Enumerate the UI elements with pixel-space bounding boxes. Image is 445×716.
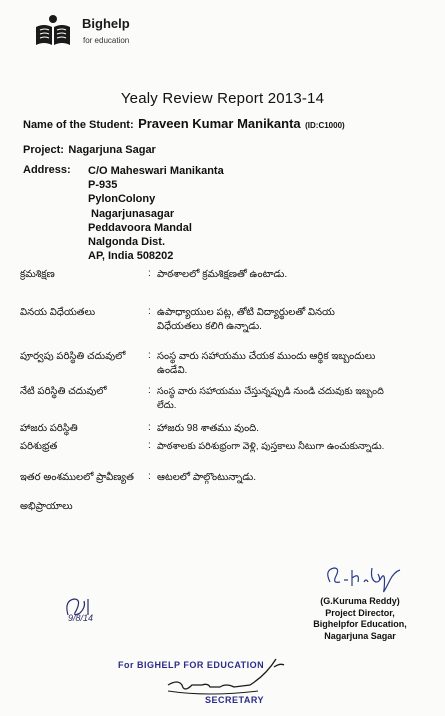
review-value-present-study bbox=[157, 385, 442, 413]
colon: : bbox=[148, 440, 151, 451]
review-value-discipline bbox=[157, 268, 437, 282]
colon: : bbox=[148, 385, 151, 396]
review-value-line: లేదు. bbox=[157, 400, 177, 411]
signatory-place: Nagarjuna Sagar bbox=[324, 630, 396, 641]
student-id: (ID:C1000) bbox=[305, 121, 345, 130]
project-line bbox=[23, 140, 156, 158]
review-value-line: ఉండేవి. bbox=[157, 365, 188, 376]
review-value-line: సంస్థ వారు సహాయము చేయక ముందు ఆర్థిక ఇబ్బందులు bbox=[157, 351, 376, 362]
student-line bbox=[23, 115, 345, 133]
stamp-line2: SECRETARY bbox=[205, 695, 265, 705]
review-label-past-study: పూర్వపు పరిస్థితి చదువులో bbox=[20, 351, 126, 362]
colon: : bbox=[148, 422, 151, 433]
colon: : bbox=[148, 350, 151, 361]
review-value-line: ఉపాధ్యాయుల పట్ల, తోటి విద్యార్థులతో వినయ bbox=[157, 307, 335, 318]
colon: : bbox=[148, 471, 151, 482]
colon: : bbox=[148, 268, 151, 279]
review-value-cleanliness bbox=[157, 440, 442, 454]
review-value-past-study bbox=[157, 350, 442, 378]
review-label-discipline: క్రమశిక్షణ bbox=[20, 269, 55, 280]
student-label: Name of the Student: bbox=[23, 119, 134, 131]
report-title: Yealy Review Report 2013-14 bbox=[120, 90, 325, 107]
address-line: Nagarjunasagar bbox=[91, 207, 175, 220]
address-line: Nalgonda Dist. bbox=[88, 236, 166, 249]
review-label-present-study: నేటి పరిస్థితి చదువులో bbox=[20, 386, 107, 397]
project-label: Project: bbox=[23, 144, 64, 156]
colon: : bbox=[148, 306, 151, 317]
review-label-proficiency: ఇతర అంశములలో ప్రావీణ్యత bbox=[20, 472, 134, 483]
logo bbox=[33, 14, 73, 48]
logo-name: Bighelp bbox=[82, 16, 130, 31]
review-label-cleanliness: పరిశుభ్రత bbox=[20, 441, 58, 452]
address-line: Peddavoora Mandal bbox=[88, 221, 192, 234]
signatory-org: Bighelpfor Education, bbox=[313, 619, 407, 629]
review-value-line: సంస్థ వారు సహాయము చేస్తున్నప్పుడి నుండి చదువుకు ఇబ్బంది bbox=[157, 386, 384, 397]
logo-tagline: for education bbox=[83, 36, 130, 45]
review-value-line: పాఠశాలకు పరిశుభ్రంగా వెళ్లి, పుస్తకాలు నీటుగా ఉంచుకున్నాడు. bbox=[157, 441, 385, 452]
remarks-label: అభిప్రాయాలు bbox=[20, 501, 73, 512]
address-label: Address: bbox=[23, 164, 71, 176]
review-value-attendance bbox=[157, 422, 437, 436]
signatory-role: Project Director, bbox=[325, 607, 395, 618]
stamp-line1: For BIGHELP FOR EDUCATION bbox=[118, 660, 265, 670]
address-block bbox=[88, 164, 224, 263]
review-label-attendance: హాజరు పరిస్థితి bbox=[20, 423, 78, 434]
signatory-block bbox=[290, 596, 430, 642]
review-label-humility: వినయ విధేయతలు bbox=[20, 307, 96, 318]
address-line: AP, India 508202 bbox=[88, 250, 174, 263]
student-name: Praveen Kumar Manikanta bbox=[138, 116, 301, 131]
date-note: 9/8/14 bbox=[68, 613, 94, 623]
review-value-line: విధేయతలు కలిగి ఉన్నాడు. bbox=[157, 321, 262, 332]
book-person-icon bbox=[33, 14, 73, 48]
address-line: C/O Maheswari Manikanta bbox=[88, 165, 224, 177]
review-value-humility bbox=[157, 306, 437, 334]
review-value-line: ఆటలలో పాల్గొంటున్నాడు. bbox=[157, 472, 256, 483]
signatory-name: (G.Kuruma Reddy) bbox=[320, 596, 400, 606]
address-line: PylonColony bbox=[88, 193, 156, 206]
director-signature bbox=[320, 560, 410, 600]
review-value-proficiency bbox=[157, 471, 437, 485]
project-value: Nagarjuna Sagar bbox=[68, 144, 156, 156]
review-value-line: పాఠశాలలో క్రమశిక్షణతో ఉంటాడు. bbox=[157, 269, 288, 280]
review-value-line: హాజరు 98 శాతము వుంది. bbox=[157, 423, 260, 434]
address-line: P-935 bbox=[88, 179, 118, 192]
